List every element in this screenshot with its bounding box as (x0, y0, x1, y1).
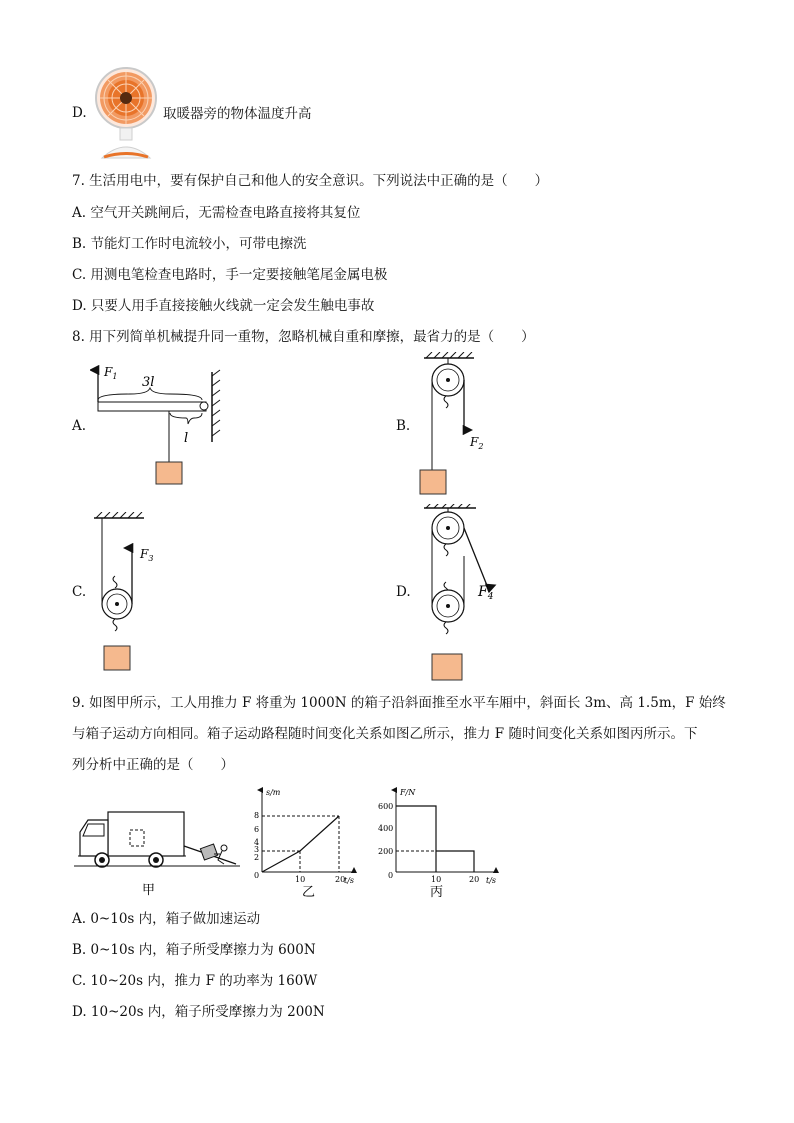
fig-label-jia: 甲 (142, 883, 156, 898)
bing-tick-600: 600 (378, 802, 394, 811)
fixed-pulley-figure (410, 352, 520, 498)
force-step-low (436, 851, 474, 872)
movable-pulley-figure (92, 512, 182, 674)
distance-time-graph (250, 786, 364, 898)
truck-ramp-figure (74, 802, 244, 898)
q8-label-d: D. (396, 584, 411, 600)
weight-box (156, 462, 182, 484)
q9-stem-line2: 与箱子运动方向相同。箱子运动路程随时间变化关系如图乙所示，推力 F 随时间变化关系如图丙所示。下 (72, 726, 698, 742)
q6-option-d-label: D. (72, 105, 87, 121)
q9-stem-line1: 9. 如图甲所示，工人用推力 F 将重为 1000N 的箱子沿斜面推至水平车厢中，斜面长 3m、高 1.5m，F 始终 (72, 695, 726, 711)
yi-tick-8: 8 (254, 811, 260, 820)
lever-figure (90, 360, 230, 490)
long-arm-label: 3l (142, 375, 155, 390)
weight-box (432, 654, 462, 680)
bing-tick-0: 0 (388, 871, 394, 880)
q9-option-c: C. 10~20s 内，推力 F 的功率为 160W (72, 973, 318, 989)
force-f1-label: $F_1$ (104, 365, 118, 381)
q9-stem-line3: 列分析中正确的是（ ） (72, 757, 234, 773)
yi-tick-3: 3 (254, 845, 260, 854)
q6-option-d-text: 取暖器旁的物体温度升高 (163, 106, 312, 122)
bing-y-axis-label: F/N (400, 788, 416, 797)
q7-option-c: C. 用测电笔检查电路时，手一定要接触笔尾金属电极 (72, 267, 388, 283)
q8-label-a: A. (72, 418, 87, 434)
force-f4-label: $F_4$ (478, 584, 494, 602)
bing-x-axis-label: t/s (486, 876, 497, 885)
weight-box (420, 470, 446, 494)
force-f3-label: $F_3$ (140, 547, 154, 563)
fig-label-yi: 乙 (302, 885, 316, 898)
space-heater-icon (92, 62, 160, 162)
force-f2-label: $F_2$ (470, 435, 484, 451)
bing-tick-x10: 10 (431, 875, 442, 884)
q7-option-b: B. 节能灯工作时电流较小，可带电擦洗 (72, 236, 307, 252)
yi-tick-4: 4 (254, 838, 260, 847)
yi-tick-x20: 20 (335, 875, 346, 884)
yi-tick-6: 6 (254, 825, 260, 834)
q8-label-c: C. (72, 584, 87, 600)
q8-stem: 8. 用下列简单机械提升同一重物，忽略机械自重和摩擦，最省力的是（ ） (72, 329, 535, 345)
bing-tick-x20: 20 (469, 875, 480, 884)
yi-y-axis-label: s/m (266, 788, 281, 797)
yi-tick-x10: 10 (295, 875, 306, 884)
yi-x-axis-label: t/s (344, 876, 355, 885)
q7-option-a: A. 空气开关跳闸后，无需检查电路直接将其复位 (72, 205, 361, 221)
bing-tick-400: 400 (378, 824, 394, 833)
q7-option-d: D. 只要人用手直接接触火线就一定会发生触电事故 (72, 298, 375, 314)
q9-option-d: D. 10~20s 内，箱子所受摩擦力为 200N (72, 1004, 325, 1020)
yi-tick-0: 0 (254, 871, 260, 880)
yi-tick-2: 2 (254, 853, 260, 862)
q9-option-b: B. 0~10s 内，箱子所受摩擦力为 600N (72, 942, 316, 958)
q8-label-b: B. (396, 418, 411, 434)
q9-option-a: A. 0~10s 内，箱子做加速运动 (72, 911, 261, 927)
weight-box (104, 646, 130, 670)
q7-stem: 7. 生活用电中，要有保护自己和他人的安全意识。下列说法中正确的是（ ） (72, 173, 549, 189)
pulley-block-figure (420, 504, 530, 684)
short-arm-label: l (184, 431, 189, 446)
force-step-high (396, 806, 436, 872)
fig-label-bing: 丙 (430, 885, 444, 898)
bing-tick-200: 200 (378, 847, 394, 856)
force-time-graph (372, 786, 502, 898)
